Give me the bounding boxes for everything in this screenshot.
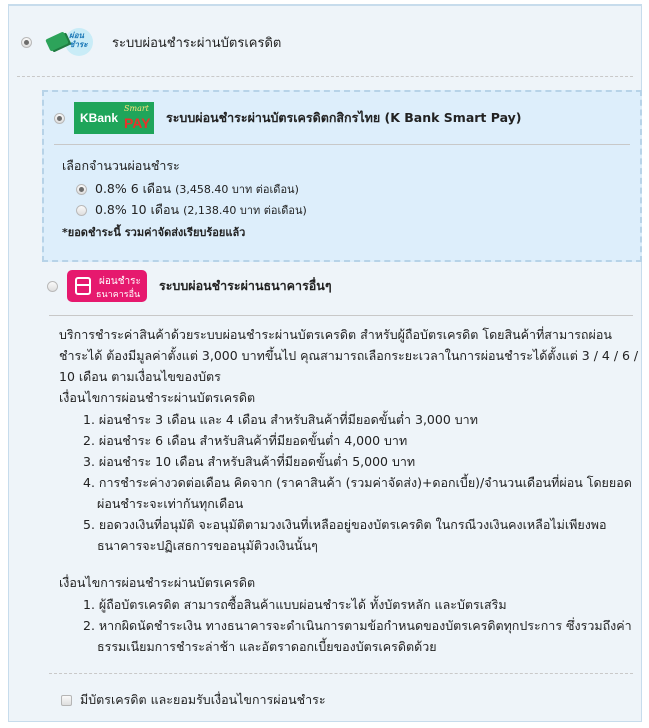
condition-item: 1. ผู้ถือบัตรเครดิต สามารถซื้อสินค้าแบบผ่อนชำระได้ ทั้งบัตรหลัก และบัตรเสริม — [83, 597, 507, 612]
installment-icon-text: ผ่อน ชำระ — [69, 31, 88, 49]
credit-card-icon — [75, 277, 91, 295]
credit-card-installment-radio[interactable] — [21, 37, 32, 48]
kbank-smart-pay-logo-icon — [74, 102, 154, 134]
kbank-label: ระบบผ่อนชำระผ่านบัตรเครดิตกสิกรไทย (K Bank Smart Pay) — [166, 110, 522, 125]
other-bank-label: ระบบผ่อนชำระผ่านธนาคารอื่นๆ — [159, 278, 332, 293]
shipping-included-note: *ยอดชำระนี้ รวมค่าจัดส่งเรียบร้อยแล้ว — [62, 226, 246, 239]
agree-terms-checkbox-row[interactable] — [61, 690, 326, 710]
installment-10-radio[interactable] — [76, 205, 87, 216]
installment-description: บริการชำระค่าสินค้าด้วยระบบผ่อนชำระผ่านบัตรเครดิต สำหรับผู้ถือบัตรเครดิต โดยสินค้าที่สามารถผ่อนชำระได้ ต้องมีมูลค่าตั้งแต่ 3,000 บาทขึ้นไป คุณสามารถเลือกระยะเวลาในการผ่อนชำระได้ตั้งแต่ 3 / 4 / 6 / 10 เดือน ตามเงื่อนไขของบัตร — [59, 327, 639, 384]
other-bank-radio[interactable] — [47, 281, 58, 292]
kbank-smart-pay-section — [42, 90, 642, 262]
kbank-logo-text: KBank — [80, 111, 119, 125]
installment-10-rate: 0.8% 10 เดือน — [95, 202, 180, 217]
condition-item: 1. ผ่อนชำระ 3 เดือน และ 4 เดือน สำหรับสินค้าที่มียอดขั้นต่ำ 3,000 บาท — [83, 412, 478, 427]
installment-6-rate: 0.8% 6 เดือน — [95, 181, 172, 196]
installment-payment-panel — [8, 4, 642, 722]
condition-item: 3. ผ่อนชำระ 10 เดือน สำหรับสินค้าที่มียอดขั้นต่ำ 5,000 บาท — [83, 454, 416, 469]
other-bank-option[interactable] — [47, 270, 332, 302]
other-bank-logo-line2: ธนาคารอื่น — [96, 290, 141, 300]
credit-card-installment-label: ระบบผ่อนชำระผ่านบัตรเครดิต — [112, 35, 282, 51]
conditions-list-1 — [83, 409, 643, 556]
other-bank-logo-icon — [67, 270, 147, 302]
conditions-title-2: เงื่อนไขการผ่อนชำระผ่านบัตรเครดิต — [59, 575, 256, 590]
divider — [49, 673, 633, 674]
divider — [17, 76, 633, 77]
kbank-option[interactable] — [54, 102, 522, 134]
conditions-list-2 — [83, 594, 643, 657]
installment-money-icon — [45, 28, 93, 56]
other-bank-logo-line1: ผ่อนชำระ — [99, 276, 141, 287]
agree-terms-checkbox[interactable] — [61, 695, 72, 706]
kbank-logo-pay: PAY — [124, 115, 151, 131]
conditions-title-1: เงื่อนไขการผ่อนชำระผ่านบัตรเครดิต — [59, 390, 256, 405]
installment-6-detail: (3,458.40 บาท ต่อเดือน) — [175, 183, 299, 196]
condition-item: 5. ยอดวงเงินที่อนุมัติ จะอนุมัติตามวงเงินที่เหลืออยู่ของบัตรเครดิต ในกรณีวงเงินคงเหลือไม่เพียงพอธนาคารจะปฏิเสธการขออนุมัติวงเงินนั้นๆ — [83, 517, 607, 553]
credit-card-installment-option[interactable] — [21, 28, 281, 56]
kbank-radio[interactable] — [54, 113, 65, 124]
divider — [49, 315, 633, 316]
installment-6-radio[interactable] — [76, 184, 87, 195]
installment-select-label: เลือกจำนวนผ่อนชำระ — [62, 158, 180, 173]
kbank-logo-smart: Smart — [124, 104, 149, 113]
condition-item: 2. ผ่อนชำระ 6 เดือน สำหรับสินค้าที่มียอดขั้นต่ำ 4,000 บาท — [83, 433, 408, 448]
divider — [54, 144, 630, 145]
installment-option-10-months[interactable] — [76, 200, 307, 220]
installment-10-detail: (2,138.40 บาท ต่อเดือน) — [183, 204, 307, 217]
condition-item: 4. การชำระค่างวดต่อเดือน คิดจาก (ราคาสินค้า (รวมค่าจัดส่ง)+ดอกเบี้ย)/จำนวนเดือนที่ผ่อน โดยยอดผ่อนชำระจะเท่ากันทุกเดือน — [83, 475, 632, 511]
condition-item: 2. หากผิดนัดชำระเงิน ทางธนาคารจะดำเนินการตามข้อกำหนดของบัตรเครดิตทุกประการ ซึ่งรวมถึงค่าธรรมเนียมการชำระล่าช้า และอัตราดอกเบี้ยของบัตรเครดิตด้วย — [83, 618, 632, 654]
agree-terms-label: มีบัตรเครดิต และยอมรับเงื่อนไขการผ่อนชำระ — [80, 692, 326, 707]
installment-option-6-months[interactable] — [76, 179, 299, 199]
